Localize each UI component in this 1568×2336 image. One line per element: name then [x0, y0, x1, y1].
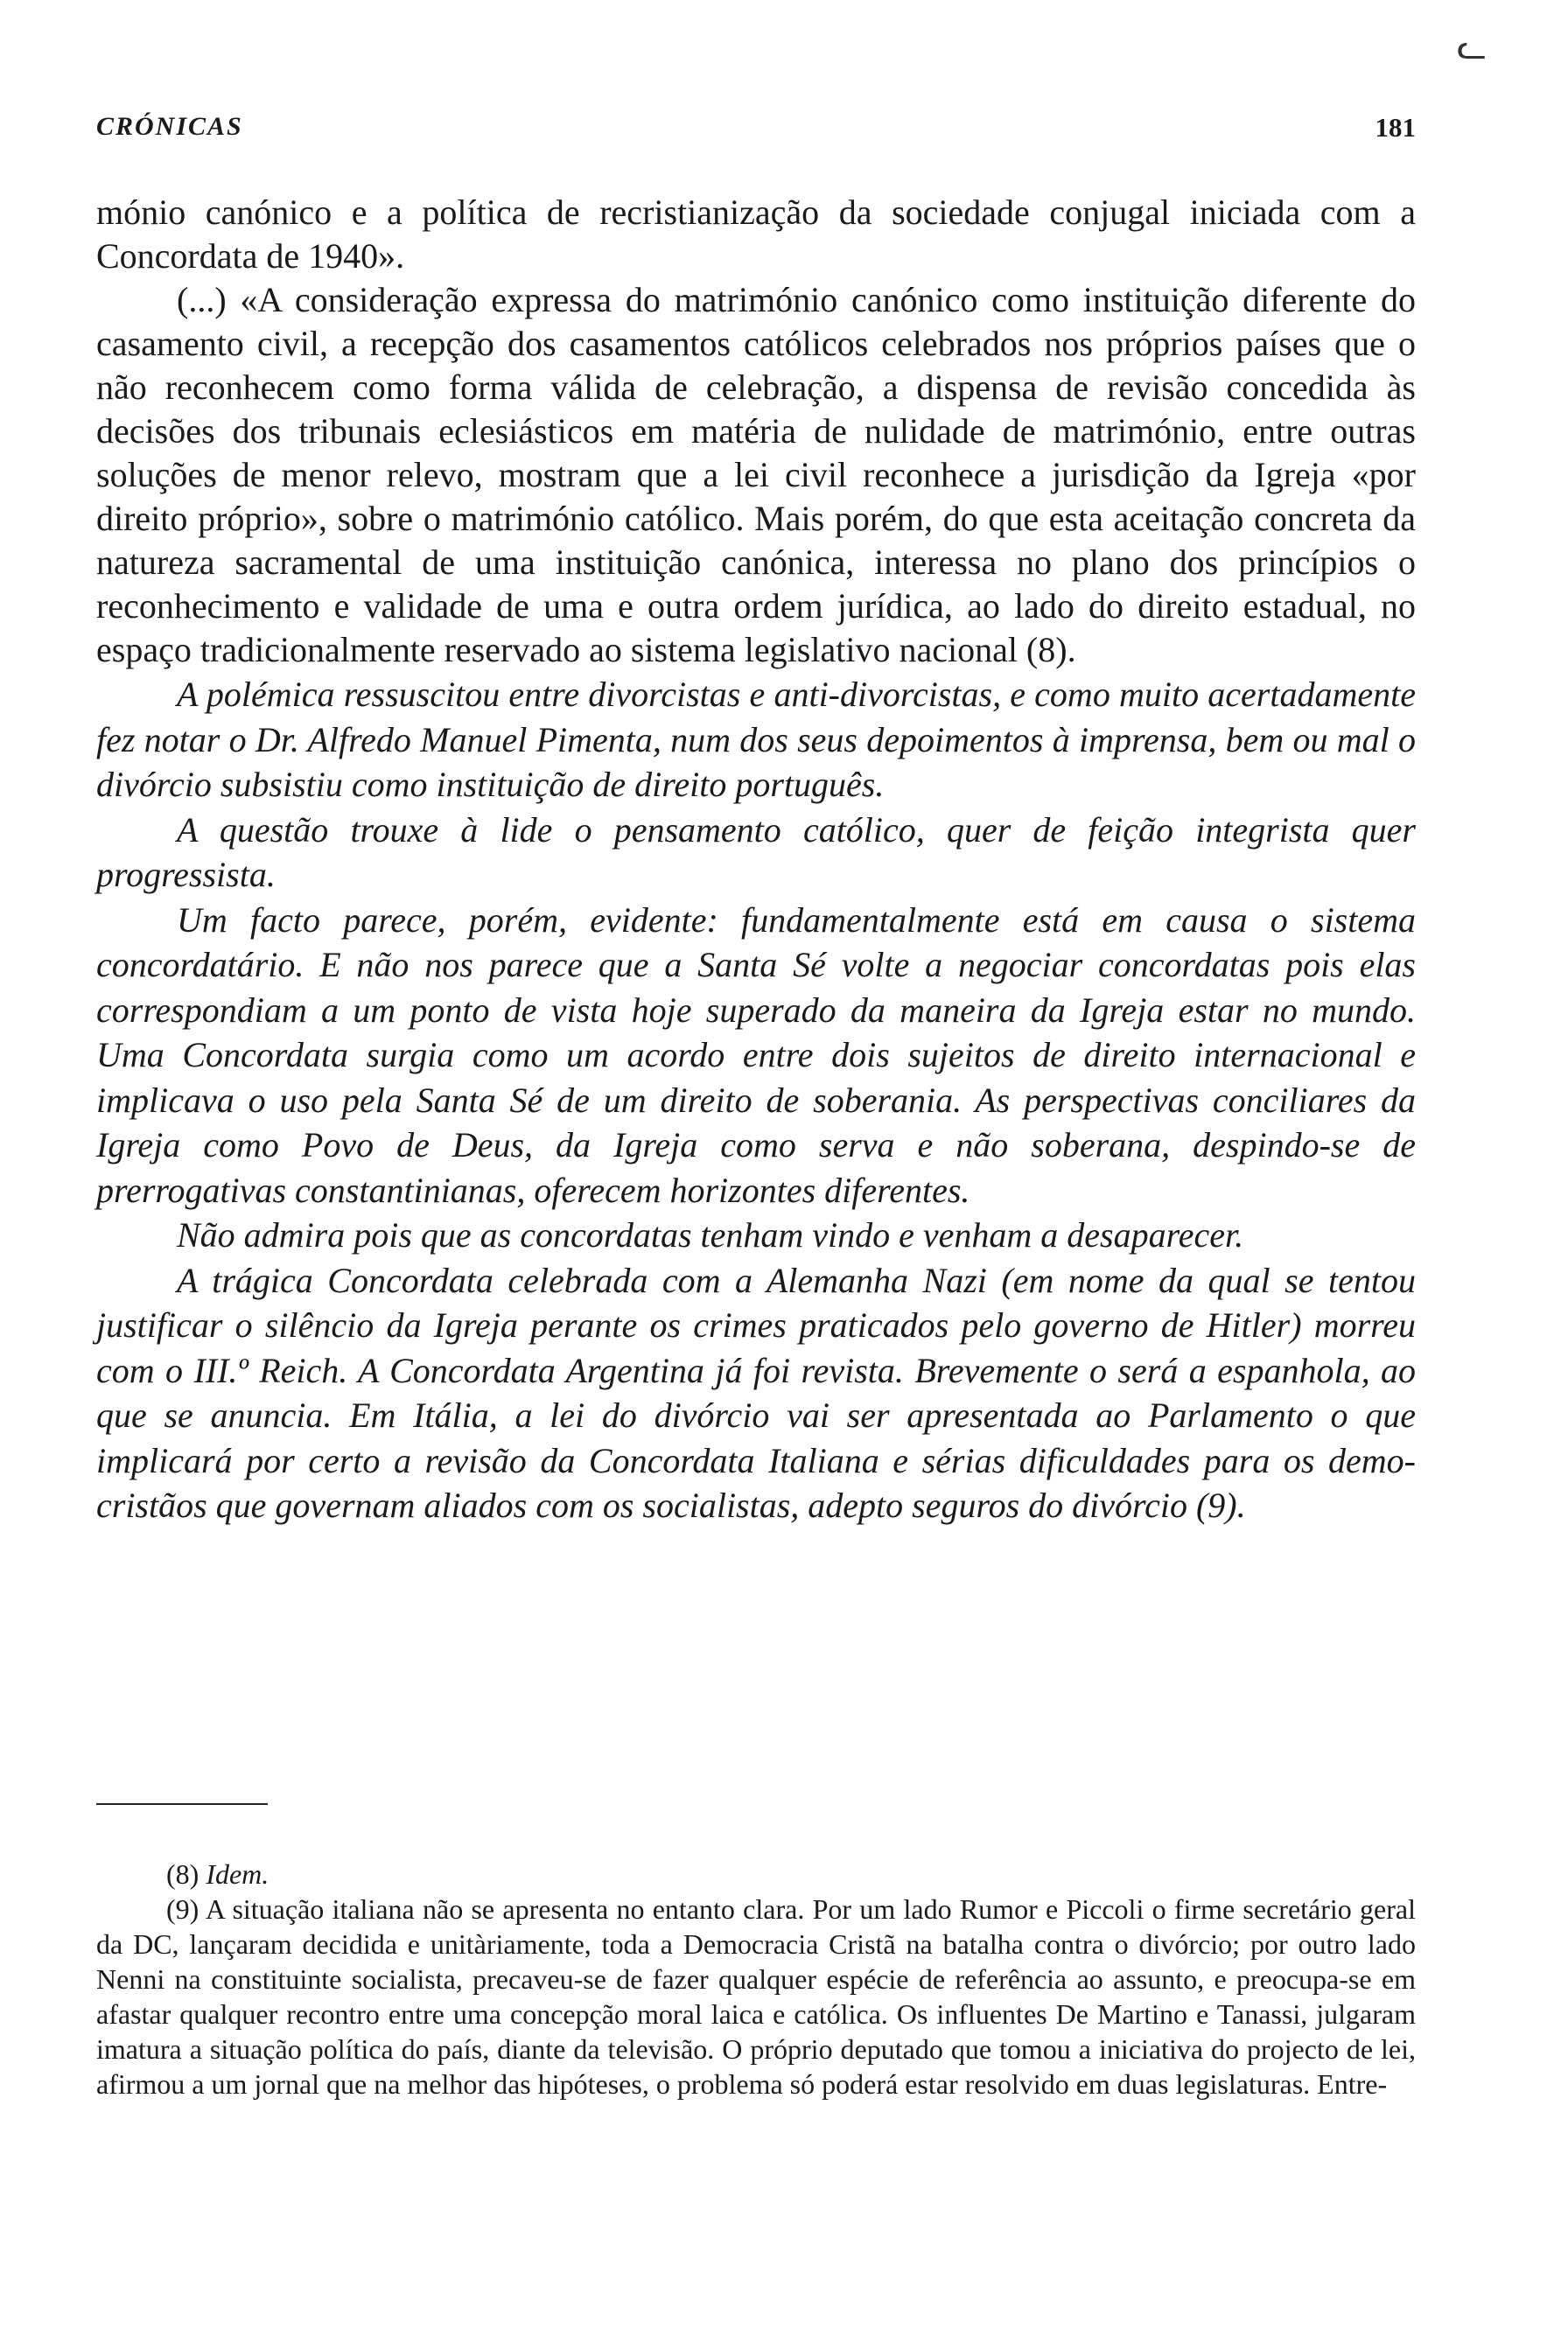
- paragraph-facto: Um facto parece, porém, evidente: fundamentalmente está em causa o sistema concordatário. E não nos parece que a Santa Sé volte a negociar concordatas pois elas correspondiam a um ponto de vista hoje superado da maneira da Igreja estar no mundo. Uma Concordata surgia como um acordo entre dois sujeitos de direito internacional e implicava o uso pela Santa Sé de um direito de soberania. As perspectivas conciliares da Igreja como Povo de Deus, da Igreja como serva e não soberana, despindo-se de prerrogativas constantinianas, oferecem horizontes diferentes.: [96, 899, 1416, 1210]
- paragraph-continuation: mónio canónico e a política de recristianização da sociedade conjugal iniciada com a Concordata de 1940».: [96, 192, 1416, 276]
- body-text: [96, 191, 1416, 1528]
- footnote-marker: (8): [166, 1858, 200, 1890]
- footnote-8: [96, 1857, 1416, 1892]
- paragraph-quotation: (...) «A consideração expressa do matrimónio canónico como instituição diferente do casamento civil, a recepção dos casamentos católicos celebrados nos próprios países que o não reconhecem como forma válida de celebração, a dispensa de revisão concedida às decisões dos tribunais eclesiásticos em matéria de nulidade de matrimónio, entre outras soluções de menor relevo, mostram que a lei civil reconhece a jurisdição da Igreja «por direito próprio», sobre o matrimónio católico. Mais porém, do que esta aceitação concreta da natureza sacramental de uma instituição canónica, interessa no plano dos princípios o reconhecimento e validade de uma e outra ordem jurídica, ao lado do direito estadual, no espaço tradicionalmente reservado ao sistema legislativo nacional (8).: [96, 280, 1416, 669]
- margin-pencil-mark: ᓚ: [1457, 27, 1488, 66]
- footnote-text: Idem.: [206, 1858, 270, 1890]
- paragraph-nao-admira: Não admira pois que as concordatas tenham vindo e venham a desaparecer.: [177, 1215, 1244, 1255]
- footnotes: [96, 1857, 1416, 2102]
- running-head: [96, 112, 1416, 147]
- footnote-marker: (9): [166, 1893, 200, 1925]
- paragraph-tragica-concordata: A trágica Concordata celebrada com a Alemanha Nazi (em nome da qual se tentou justificar o silêncio da Igreja perante os crimes praticados pelo governo de Hitler) morreu com o III.º Reich. A Concordata Argentina já foi revista. Brevemente o será a espanhola, ao que se anuncia. Em Itália, a lei do divórcio vai ser apresentada ao Parlamento o que implicará por certo a revisão da Concordata Italiana e sérias dificuldades para os demo-cristãos que governam aliados com os socialistas, adepto seguros do divórcio (9).: [96, 1260, 1416, 1525]
- paragraph-questao: A questão trouxe à lide o pensamento católico, quer de feição integrista quer progressista.: [96, 809, 1416, 894]
- book-page: [96, 0, 1416, 2336]
- paragraph-polemica: A polémica ressuscitou entre divorcistas e anti-divorcistas, e como muito acertadamente fez notar o Dr. Alfredo Manuel Pimenta, num dos seus depoimentos à imprensa, bem ou mal o divórcio subsistiu como instituição de direito português.: [96, 675, 1416, 804]
- running-title: CRÓNICAS: [96, 112, 243, 141]
- page-number: 181: [1375, 112, 1416, 143]
- footnote-divider: [96, 1803, 268, 1805]
- footnote-9: [96, 1892, 1416, 2102]
- footnote-text: A situação italiana não se apresenta no entanto clara. Por um lado Rumor e Piccoli o firme secretário geral da DC, lançaram decidida e unitàriamente, toda a Democracia Cristã na batalha contra o divórcio; por outro lado Nenni na constituinte socialista, precaveu-se de fazer qualquer espécie de referência ao assunto, e preocupa-se em afastar qualquer recontro entre uma concepção moral laica e católica. Os influentes De Martino e Tanassi, julgaram imatura a situação política do país, diante da televisão. O próprio deputado que tomou a iniciativa do projecto de lei, afirmou a um jornal que na melhor das hipóteses, o problema só poderá estar resolvido em duas legislaturas. Entre-: [96, 1893, 1417, 2100]
